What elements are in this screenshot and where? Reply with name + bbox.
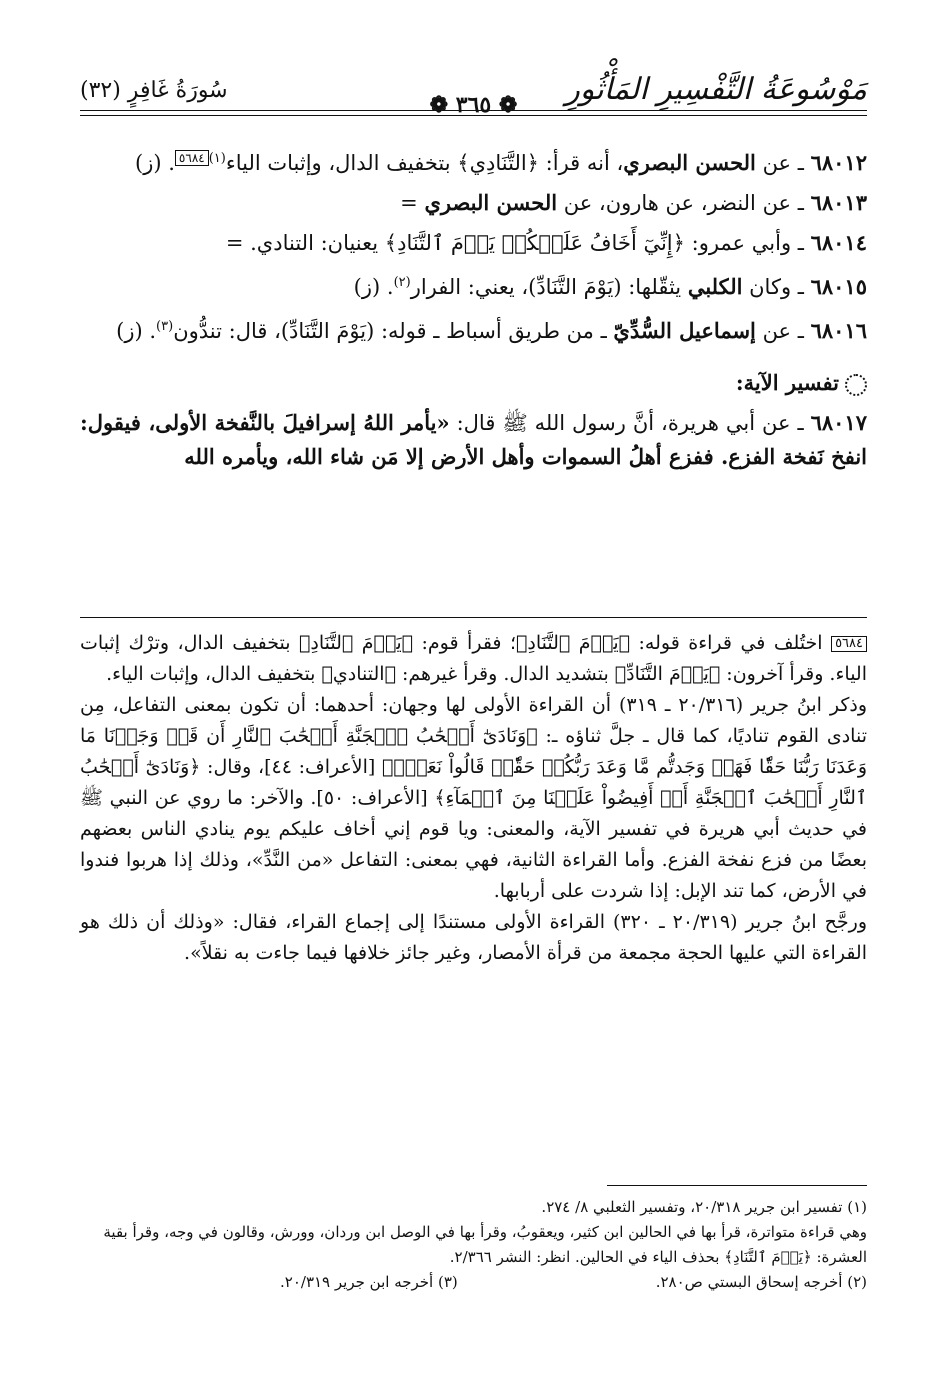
commentary-para-2: وذكر ابنُ جرير (٢٠/٣١٦ ـ ٣١٩) أن القراءة الأولى لها وجهان: أحدهما: أن تكون بمعنى التفاعل، مِن تنادى القوم تناديًا، كما قال ـ جلَّ ثناؤه ـ: ﴿وَنَادَىٰٓ أَصۡحَٰبُ ٱلۡجَنَّةِ أَصۡحَٰبَ ٱلنَّارِ أَن قَدۡ وَجَدۡنَا مَا وَعَدَنَا رَبُّنَا حَقّٗا فَهَلۡ وَجَدتُّم مَّا وَعَدَ رَبُّكُمۡ حَقّٗاۖ قَالُواْ نَعَمۡۚ﴾ [الأعراف: ٤٤]، وقال: ﴿وَنَادَىٰٓ أَصۡحَٰبُ ٱلنَّارِ أَصۡحَٰبَ ٱلۡجَنَّةِ أَنۡ أَفِيضُواْ عَلَيۡنَا مِنَ ٱلۡمَآءِ﴾ [الأعراف: ٥٠]. والآخر: ما روي عن النبي ﷺ في حديث أبي هريرة في تفسير الآية، والمعنى: ويا قوم إني أخاف عليكم يوم ينادي الناس بعضهم بعضًا من فزع نفخة الفزع. وأما القراءة الثانية، فهي بمعنى: التفاعل «من النَّدِّ»، وذلك إذا هربوا فندوا في الأرض، كما تند الإبل: إذا شردت على أربابها. <box>80 694 867 902</box>
header-rule <box>80 110 867 111</box>
page-header <box>80 70 867 120</box>
commentary <box>80 628 867 969</box>
main-text <box>80 142 867 480</box>
footnote-1: (١) تفسير ابن جرير ٢٠/٣١٨، وتفسير الثعلبي ٨/ ٢٧٤. <box>541 1198 867 1216</box>
commentary-rule <box>80 617 867 618</box>
book-title: مَوْسُوعَةُ التَّفْسِيرِ المَأْثُورِ <box>565 72 867 107</box>
commentary-para-1: ٥٦٨٤ اختُلف في قراءة قوله: ﴿يَوۡمَ ٱلتَّنَادِ﴾؛ فقرأ قوم: ﴿يَوۡمَ ٱلتَّنَادِ﴾ بتخفيف الدال، وترْك إثبات الياء. وقرأ آخرون: ﴿يَوۡمَ التَّنَادِّ﴾ بتشديد الدال. وقرأ غيرهم: ﴿التنادي﴾ بتخفيف الدال، وإثبات الياء. <box>80 632 867 685</box>
footnote-rule <box>607 1185 867 1186</box>
header-rule-thin <box>80 115 867 116</box>
rosette-icon <box>845 374 867 396</box>
commentary-para-3: ورجَّح ابنُ جرير (٢٠/٣١٩ ـ ٣٢٠) القراءة الأولى مستندًا إلى إجماع القراء، فقال: «وذلك أن ذلك هو القراءة التي عليها الحجة مجمعة من قرأة الأمصار، وغير جائز خلافها فيما جاءت به نقلاً». <box>80 911 867 964</box>
entry-68015: ٦٨٠١٥ ـ وكان الكلبي يثقّلها: (يَوْمَ التَّنَادِّ)، يعني: الفرار$^{(٢)}$. (ز) <box>353 274 867 299</box>
footnote-row <box>80 1270 867 1295</box>
section-heading: تفسير الآية: <box>80 366 867 400</box>
footnotes <box>80 1195 867 1295</box>
commentary-ref: ٥٦٨٤ <box>175 150 209 166</box>
footnote-1-detail: وهي قراءة متواترة، قرأ بها في الحالين ابن كثير، ويعقوبُ، وقرأ بها في الوصل ابن وردان، وورش، وقالون في وجه، وقرأ بقية العشرة: ﴿يَوۡمَ ٱلتَّنَادِ﴾ بحذف الياء في الحالين. انظر: النشر ٢/٣٦٦. <box>103 1223 867 1266</box>
footnote-3: (٣) أخرجه ابن جرير ٢٠/٣١٩. <box>280 1273 458 1291</box>
entry-68016: ٦٨٠١٦ ـ عن إسماعيل السُّدِّيّ ـ من طريق أسباط ـ قوله: (يَوْمَ التَّنَادِّ)، قال: تندُّون$^{(٣)}$. (ز) <box>116 318 867 343</box>
entry-68014: ٦٨٠١٤ ـ وأبي عمرو: ﴿إِنِّيٓ أَخَافُ عَلَيۡكُمۡ يَوۡمَ ٱلتَّنَادِ﴾ يعنيان: التنادي. = <box>225 230 867 255</box>
entry-68013: ٦٨٠١٣ ـ عن النضر، عن هارون، عن الحسن البصري = <box>400 190 867 215</box>
commentary-ref-label: ٥٦٨٤ <box>831 636 867 652</box>
footnote-2: (٢) أخرجه إسحاق البستي ص٢٨٠. <box>655 1273 867 1291</box>
entry-68012: ٦٨٠١٢ ـ عن الحسن البصري، أنه قرأ: ﴿التَّنَادِي﴾ بتخفيف الدال، وإثبات الياء$^{(١)}$٥٦٨٤. (ز) <box>135 150 867 175</box>
surah-label: سُورَةُ غَافِرٍ (٣٢) <box>80 78 228 103</box>
entry-68017: ٦٨٠١٧ ـ عن أبي هريرة، أنَّ رسول الله ﷺ قال: «يأمر اللهُ إسرافيلَ بالنَّفخة الأولى، فيقول: انفخ نَفخة الفزع. ففزع أهلُ السموات وأهل الأرض إلا مَن شاء الله، ويأمره الله <box>80 410 867 469</box>
page-number: ❁ ٣٦٥ ❁ <box>429 92 518 118</box>
